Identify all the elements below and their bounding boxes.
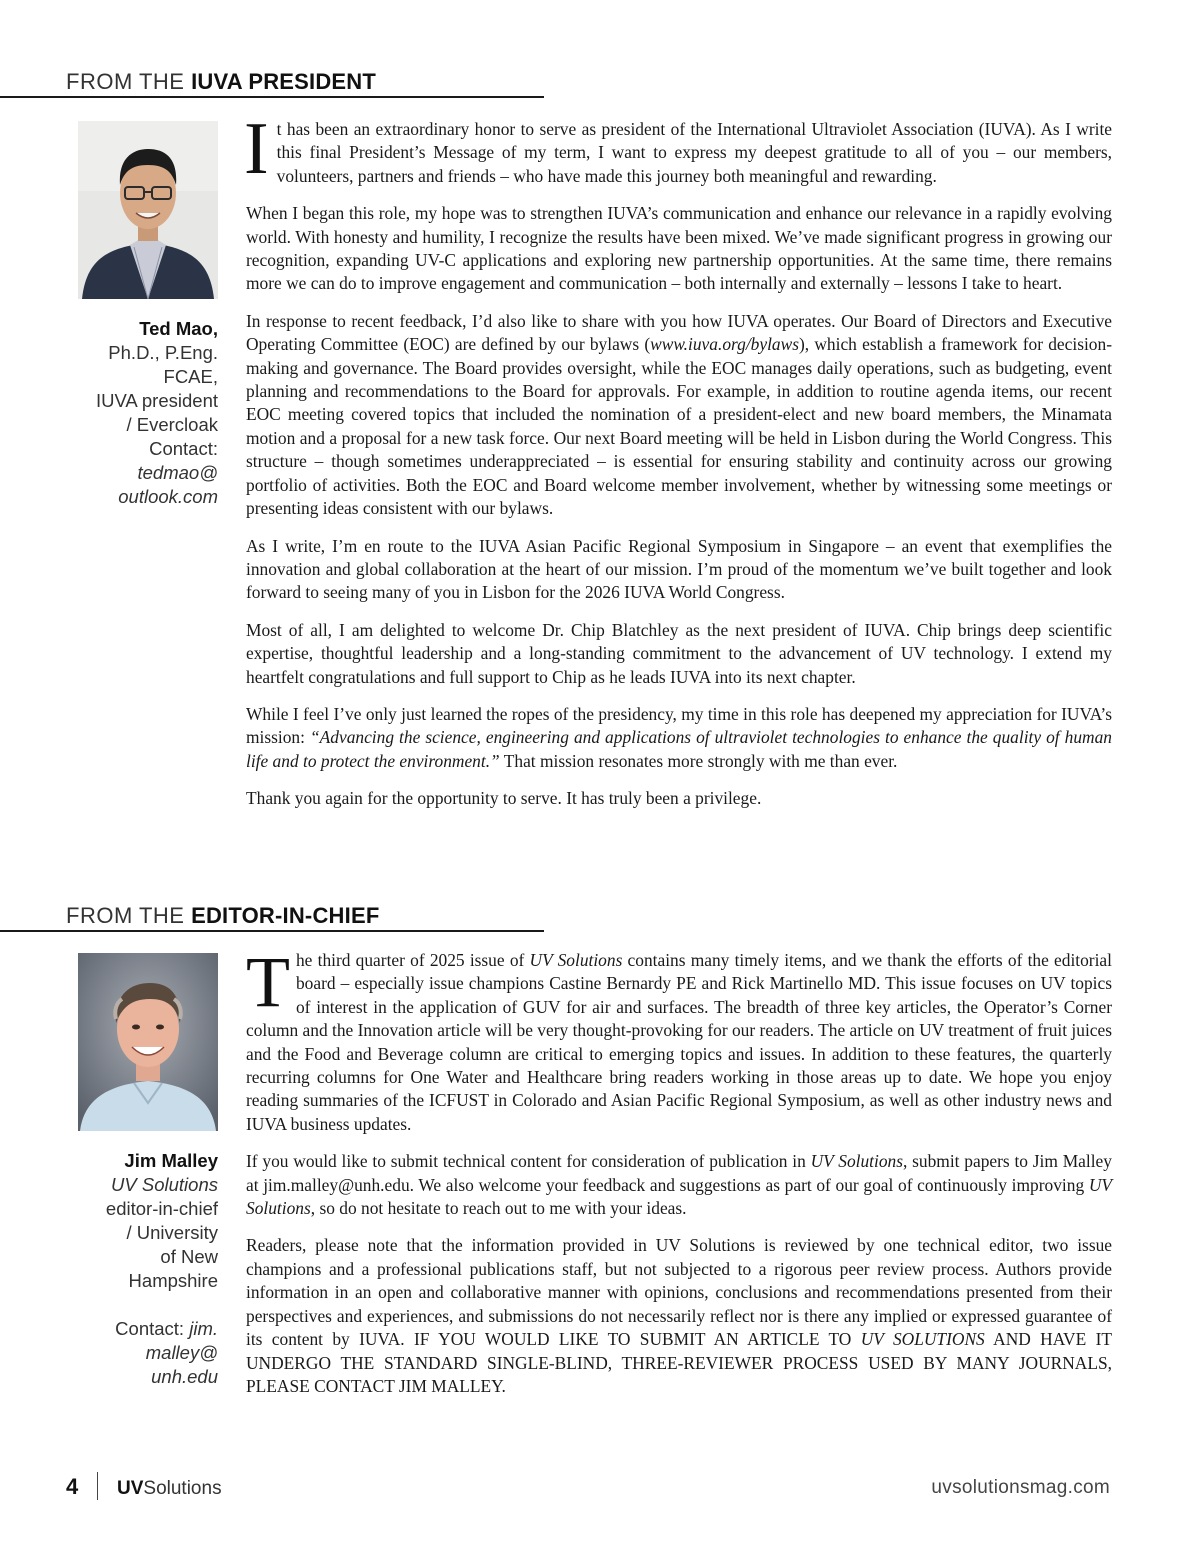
author-affiliation: / Evercloak	[126, 414, 218, 435]
paragraph-text: he third quarter of 2025 issue of	[295, 950, 530, 970]
portrait-image	[78, 953, 218, 1131]
brand-rest: Solutions	[143, 1478, 222, 1499]
author-name: Jim Malley	[124, 1150, 218, 1171]
author-role: IUVA president	[95, 390, 218, 411]
paragraph-text: Readers, please note that the information provided in UV Solutions is reviewed by one technical editor, two issue champions and a professional publications staff, but not subjected to a rigorous peer review process. Authors provide information in an open and collaborative manner with opinions, conclusions and recommendations presented from their perspectives and experiences, and submissions do not necessarily reflect nor is there any implied or expressed guarantee of its content by IUVA. IF YOU WOULD LIKE TO SUBMIT AN ARTICLE TO	[246, 1235, 1112, 1350]
author-email[interactable]	[40, 461, 218, 509]
paragraph	[246, 1150, 1112, 1220]
paragraph-text: , so do not hesitate to reach out to me with your ideas.	[310, 1198, 687, 1219]
spacer	[40, 1293, 218, 1317]
mission-quote: “Advancing the science, engineering and applications of ultraviolet technologies to enhance the quality of human life and to protect the environment.”	[246, 727, 1113, 771]
magazine-brand	[117, 1478, 222, 1500]
editor-article-body	[246, 942, 1112, 1412]
author-name: Ted Mao,	[139, 318, 218, 339]
bylaws-link[interactable]: www.iuva.org/bylaws	[650, 334, 799, 355]
paragraph-text: , submit papers to Jim Malley at jim.malley@unh.edu. We also welcome your feedback and suggestions as part of our goal of continuously improving	[246, 1151, 1112, 1195]
paragraph	[246, 942, 1112, 1136]
author-affiliation: / University	[126, 1222, 218, 1243]
editor-section-header	[0, 902, 544, 932]
drop-cap: T	[246, 942, 290, 1022]
header-strong: IUVA PRESIDENT	[191, 69, 377, 94]
jim-malley-photo	[78, 953, 218, 1131]
editor-header-text	[66, 903, 379, 929]
paragraph-text: contains many timely items, and we thank the efforts of the editorial board – especially issue champions Castine Bernardy PE and Rick Martinello MD. This issue focuses on UV topics of interest in the application of GUV for air and surfaces. The breadth of three key articles, the Operator’s Corner column and the Innovation article will be very thought-provoking for our readers. The article on UV treatment of fruit juices and the Food and Beverage column are critical to emerging topics and issues. In addition to these features, the quarterly recurring columns for One Water and Healthcare bring readers working in those areas up to date. We hope you enjoy reading summaries of the ICFUST in Colorado and Asian Pacific Regional Symposium, as well as other industry news and IUVA business updates.	[246, 950, 1112, 1134]
email-part: outlook.com	[118, 486, 218, 507]
brand-bold: UV	[117, 1478, 144, 1499]
page-footer	[66, 1474, 1110, 1504]
portrait-image	[78, 121, 218, 299]
paragraph-text: t has been an extraordinary honor to serve as president of the International Ultraviolet Association (IUVA). As I write this final President’s Message of my term, I want to express my deepest gratitude to all of you – our members, volunteers, partners and friends – who have made this journey both meaningful and rewarding.	[276, 119, 1112, 186]
paragraph-text: While I feel I’ve only just learned the ropes of the presidency, my time in this role has deepened my appreciation for IUVA’s mission:	[246, 703, 1112, 748]
email-part[interactable]: jim.	[189, 1318, 218, 1339]
contact-label: Contact:	[115, 1318, 190, 1339]
paragraph	[246, 703, 1112, 773]
header-strong: EDITOR-IN-CHIEF	[191, 903, 380, 928]
paragraph-text: That mission resonates more strongly with me than ever.	[499, 750, 898, 771]
author-contact	[40, 1317, 218, 1341]
president-article-body	[244, 108, 1113, 825]
paragraph-text: AND HAVE IT UNDERGO THE STANDARD SINGLE-BLIND, THREE-REVIEWER PROCESS USED BY MANY JOURNALS, PLEASE CONTACT JIM MALLEY.	[246, 1329, 1112, 1396]
author-affiliation: Hampshire	[128, 1270, 218, 1291]
paragraph: Thank you again for the opportunity to serve. It has truly been a privilege.	[246, 788, 762, 809]
paragraph: Most of all, I am delighted to welcome Dr. Chip Blatchley as the next president of IUVA. Chip brings deep scientific expertise, thoughtful leadership and a long-standing commitment to the advancement of UV technology. I extend my heartfelt congratulations and full support to Chip as he leads IUVA into its next chapter.	[246, 619, 1112, 687]
magazine-name: UV SOLUTIONS	[860, 1329, 985, 1350]
president-sidebar	[40, 317, 218, 509]
magazine-name: UV Solutions	[111, 1174, 218, 1195]
author-credential: FCAE,	[163, 366, 218, 387]
magazine-name: UV Solutions	[529, 950, 623, 970]
drop-cap: I	[244, 108, 269, 190]
contact-label: Contact:	[149, 438, 218, 459]
paragraph-text: In response to recent feedback, I’d also like to share with you how IUVA operates. Our Board of Directors and Executive Operating Committee (EOC) are defined by our bylaws (	[246, 310, 1112, 355]
author-affiliation: of New	[160, 1246, 218, 1267]
author-role: editor-in-chief	[105, 1198, 218, 1219]
email-part: tedmao@	[137, 462, 218, 483]
email-part[interactable]: unh.edu	[151, 1366, 218, 1387]
footer-divider	[97, 1472, 98, 1500]
paragraph	[244, 108, 1112, 190]
paragraph	[246, 310, 1112, 521]
paragraph-text: ), which establish a framework for decision-making and governance. The Board provides oversight, while the EOC manages daily operations, such as budgeting, event planning and recommendations to the Board for approvals. For example, in addition to routine agenda items, our recent EOC meeting covered topics that included the nomination of a president-elect and new board members, the Minamata motion and a proposal for a new task force. Our next Board meeting will be held in Lisbon during the World Congress. This structure – though sometimes underappreciated – is essential for ensuring stability and continuity across our growing portfolio of activities. Both the EOC and Board welcome member involvement, whether by witnessing some meetings or presenting ideas consistent with our bylaws.	[246, 334, 1112, 519]
ted-mao-photo	[78, 121, 218, 299]
paragraph-text: If you would like to submit technical content for consideration of publication in	[246, 1151, 811, 1172]
website-link[interactable]: uvsolutionsmag.com	[931, 1477, 1110, 1498]
paragraph	[246, 1234, 1112, 1398]
header-prefix: FROM THE	[66, 903, 192, 928]
paragraph: As I write, I’m en route to the IUVA Asian Pacific Regional Symposium in Singapore – an event that exemplifies the innovation and global collaboration at the heart of our mission. I’m proud of the momentum we’ve built together and look forward to seeing many of you in Lisbon for the 2026 IUVA World Congress.	[246, 535, 1112, 603]
author-credential: Ph.D., P.Eng.	[108, 342, 218, 363]
header-prefix: FROM THE	[66, 69, 192, 94]
page-number: 4	[66, 1474, 79, 1499]
paragraph: When I began this role, my hope was to strengthen IUVA’s communication and enhance our relevance in a rapidly evolving world. With honesty and humility, I recognize the results have been mixed. We’ve made significant progress in growing our recognition, expanding UV-C applications and exploring new partnership opportunities. At the same time, there remains more we can do to improve engagement and communication – both internally and externally – lessons I take to heart.	[246, 203, 1112, 294]
magazine-name: UV Solutions	[810, 1151, 903, 1172]
email-part[interactable]: malley@	[145, 1342, 218, 1363]
president-header-text	[66, 69, 376, 95]
editor-sidebar	[40, 1149, 218, 1389]
president-section-header	[0, 70, 544, 98]
magazine-name: UV Solutions	[246, 1174, 1112, 1219]
